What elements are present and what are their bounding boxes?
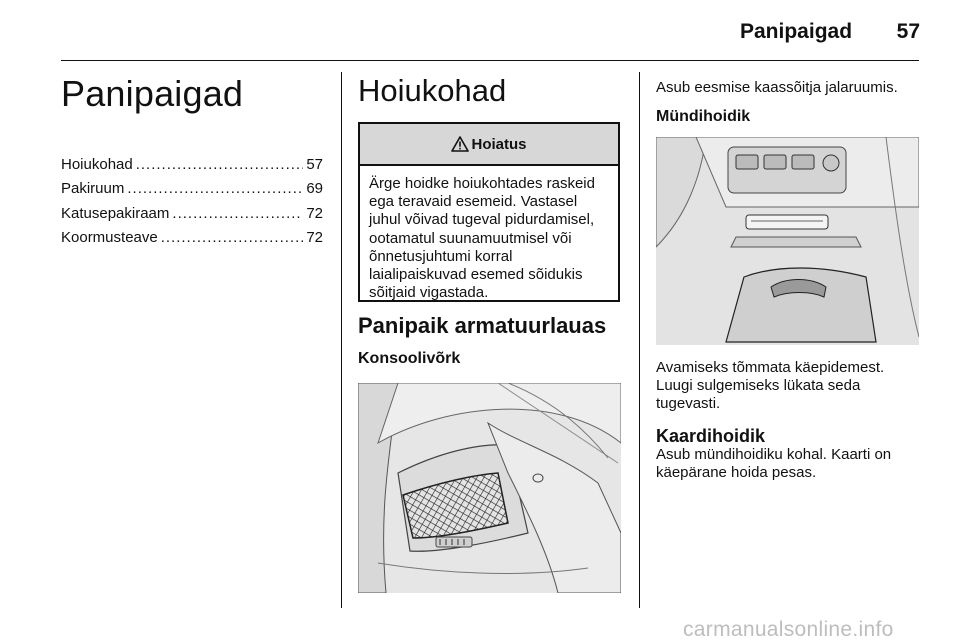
column-divider: [639, 72, 640, 608]
warning-header: [360, 124, 618, 166]
toc-leader-dots: [172, 205, 303, 222]
toc-leader-dots: [136, 156, 304, 173]
body-text: [656, 446, 918, 482]
topic-heading: Konsoolivõrk: [358, 350, 461, 367]
topic-heading: Kaardihoidik: [656, 426, 766, 446]
warning-title: Hoiatus: [471, 135, 527, 153]
running-title: Panipaigad: [740, 20, 853, 43]
section-title: Hoiukohad: [358, 73, 507, 108]
toc-entry-hoiukohad[interactable]: [61, 148, 323, 173]
instruction-line: Luugi sulgemiseks lükata seda: [656, 377, 861, 394]
toc-entry-pakiruum[interactable]: [61, 173, 323, 198]
chapter-title: Panipaigad: [61, 73, 244, 114]
subsection-heading: Panipaik armatuurlauas: [358, 313, 607, 338]
toc-page: 57: [306, 155, 323, 173]
toc-entry-koormusteave[interactable]: [61, 222, 323, 247]
toc-page: 72: [306, 229, 323, 246]
warning-triangle-icon: [451, 136, 469, 152]
warning-line: õnnetusjuhtumi korral: [369, 247, 513, 265]
header-rule: [61, 60, 919, 61]
toc-label: Koormusteave: [61, 229, 158, 246]
warning-line: juhul võivad tugeval pidurdamisel,: [369, 211, 595, 229]
toc-entry-katusepakiraam[interactable]: [61, 197, 323, 222]
console-net-illustration: [358, 383, 621, 593]
instruction-line: Avamiseks tõmmata käepidemest.: [656, 359, 885, 376]
body-line: Asub mündihoidiku kohal. Kaarti on: [656, 446, 892, 463]
toc-label: Hoiukohad: [61, 155, 133, 173]
toc-label: Pakiruum: [61, 180, 125, 197]
warning-line: sõitjaid vigastada.: [369, 284, 489, 302]
column-divider: [341, 72, 342, 608]
warning-text: [360, 166, 618, 302]
toc-leader-dots: [127, 180, 303, 197]
toc-leader-dots: [161, 229, 304, 246]
table-of-contents: [61, 148, 323, 246]
instruction-text: [656, 359, 918, 413]
body-line: käepärane hoida pesas.: [656, 464, 817, 481]
warning-line: laialipaiskuvad esemed sõidukis: [369, 266, 583, 284]
toc-label: Katusepakiraam: [61, 204, 170, 222]
toc-page: 72: [306, 204, 323, 222]
warning-box: [358, 122, 620, 302]
location-text: Asub eesmise kaassõitja jalaruumis.: [656, 79, 898, 96]
page-number: 57: [896, 20, 920, 43]
warning-line: ootamatul suunamuutmisel või: [369, 229, 572, 247]
toc-page: 69: [306, 180, 323, 197]
instruction-line: tugevasti.: [656, 395, 721, 412]
coin-holder-illustration: [656, 137, 919, 345]
warning-line: ega teravaid esemeid. Vastasel: [369, 193, 578, 211]
topic-heading: Mündihoidik: [656, 108, 751, 125]
watermark: carmanualsonline.info: [683, 618, 894, 641]
warning-line: Ärge hoidke hoiukohtades raskeid: [369, 175, 595, 192]
